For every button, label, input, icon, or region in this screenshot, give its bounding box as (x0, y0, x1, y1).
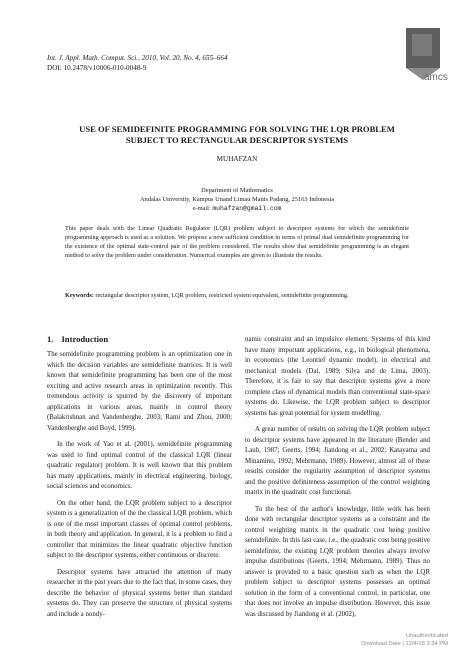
department: Department of Mathematics (201, 187, 273, 194)
paragraph: namic constraint and an impulsive element. Systems of this kind have many important applications, e.g., in biological phenomena, in economics (the Leontief dynamic model), in electrical and mechanical models (Dai, 1989; Silva and de Lima, 2003). Therefore, it is fair to say that descriptor systems give a more complete class of dynamical models than conventional state-space systems do. Likewise, the LQR problem subject to descriptor systems has great potential for system modelling. (245, 336, 430, 417)
email-label: e-mail: (192, 205, 211, 212)
affiliation (47, 186, 427, 213)
footer-date: Download Date | 12/4/18 3:34 PM (361, 641, 448, 647)
section-heading (47, 334, 116, 344)
section-title: Introduction (61, 334, 109, 344)
paragraph: In the work of Yao et al. (2001), semidefinite programming was used to find optimal control of the classical LQR (linear quadratic regulator) problem. It is well known that this problem has many applications, mainly in electrical engineering, biology, social sciences and economics. (47, 441, 232, 490)
paragraph: Descriptor systems have attracted the attention of many researcher in the past years due to the fact that, in some cases, they describe the behavior of physical systems better than standard systems do. They can preserve the structure of physical systems and include a nondy- (47, 568, 232, 618)
email-line (47, 204, 427, 213)
email-address[interactable]: muhafzan@gmail.com (212, 205, 282, 212)
right-column (245, 335, 430, 626)
keywords-text: rectangular descriptor system, LQR problem, restricted system equivalent, semidefinite programming. (95, 292, 349, 299)
journal-citation: Int. J. Appl. Math. Comput. Sci., 2010, Vol. 20, No. 4, 655–664 (47, 54, 228, 62)
footer-status: Unauthenticated (405, 633, 448, 639)
download-footer (361, 632, 448, 648)
paragraph: A great number of results on solving the LQR problem subject to descriptor systems have appeared in the literature (Bender and Laub, 1987; Geerts, 1994; Jiandong et al., 2002; Katayama and Minamino, 1992; Mehrmann, 1989). However, almost all of these results consider the regularity assumption of descriptor systems and the positive definiteness assumption of the control weighting matrix in the quadratic cost functional. (245, 426, 430, 496)
abstract: This paper deals with the Linear Quadratic Regulator (LQR) problem subject to descriptor systems for which the semidefinite programming approach is used as a solution. We propose a new sufficient condition in terms of primal dual semidefinite programming for the existence of the optimal state-control pair of the problem considered. The results show that semidefinite programming is an elegant method to solve the problem under consideration. Numerical examples are given to illustrate the results. (65, 225, 409, 259)
doi: DOI: 10.2478/v10006-010-0048-9 (47, 64, 147, 72)
section-number: 1. (47, 334, 54, 344)
logo-text: amcs (424, 72, 448, 83)
left-column (47, 350, 232, 626)
university: Andalas University, Kampus Unand Limau Manis Padang, 25163 Indonesia (139, 196, 335, 203)
journal-header (47, 53, 228, 73)
paper-title: USE OF SEMIDEFINITE PROGRAMMING FOR SOLVING THE LQR PROBLEM SUBJECT TO RECTANGULAR DESCRIPTOR SYSTEMS (79, 124, 395, 145)
author-name: MUHAFZAN (216, 155, 258, 163)
paragraph: On the other hand, the LQR problem subject to a descriptor system is a generalization of the the classical LQR problem, which is one of the most important classes of optimal control problems, in both theory and application. In general, it is a problem to find a controller that minimizes the linear quadratic objective function subject to the descriptor systems, either continuous or discrete. (47, 499, 232, 559)
paragraph: The semidefinite programming problem is an optimization one in which the decision variables are semidefinite matrices. It is well known that semidefinite programming has been one of the most exciting and active research areas in optimization recently. This tremendous activity is spurred by the discovery of important applications in various areas, mainly in control theory (Balakrishnan and Vandenberghe, 2003; Rami and Zhou, 2000; Vandenberghe and Boyd, 1999). (47, 351, 232, 432)
paragraph: To the best of the author's knowledge, little work has been done with rectangular descriptor systems as a constraint and the control weighting matrix in the quadratic cost being positive semidefinite. In this last case, i.e., the quadratic cost being positive semidefinite, the existing LQR problem theories always involve impulse distributions (Geerts, 1994; Mehrmann, 1989). Thus no answer is provided to a basic question such as when the LQR problem subject to descriptor systems possesses an optimal solution in the form of a conventional control, in particular, one that does not involve an impulse distribution. However, this issue was discussed by Jiandong et al. (2002), (245, 505, 430, 618)
keywords (65, 292, 409, 299)
keywords-label: Keywords: (65, 292, 94, 299)
